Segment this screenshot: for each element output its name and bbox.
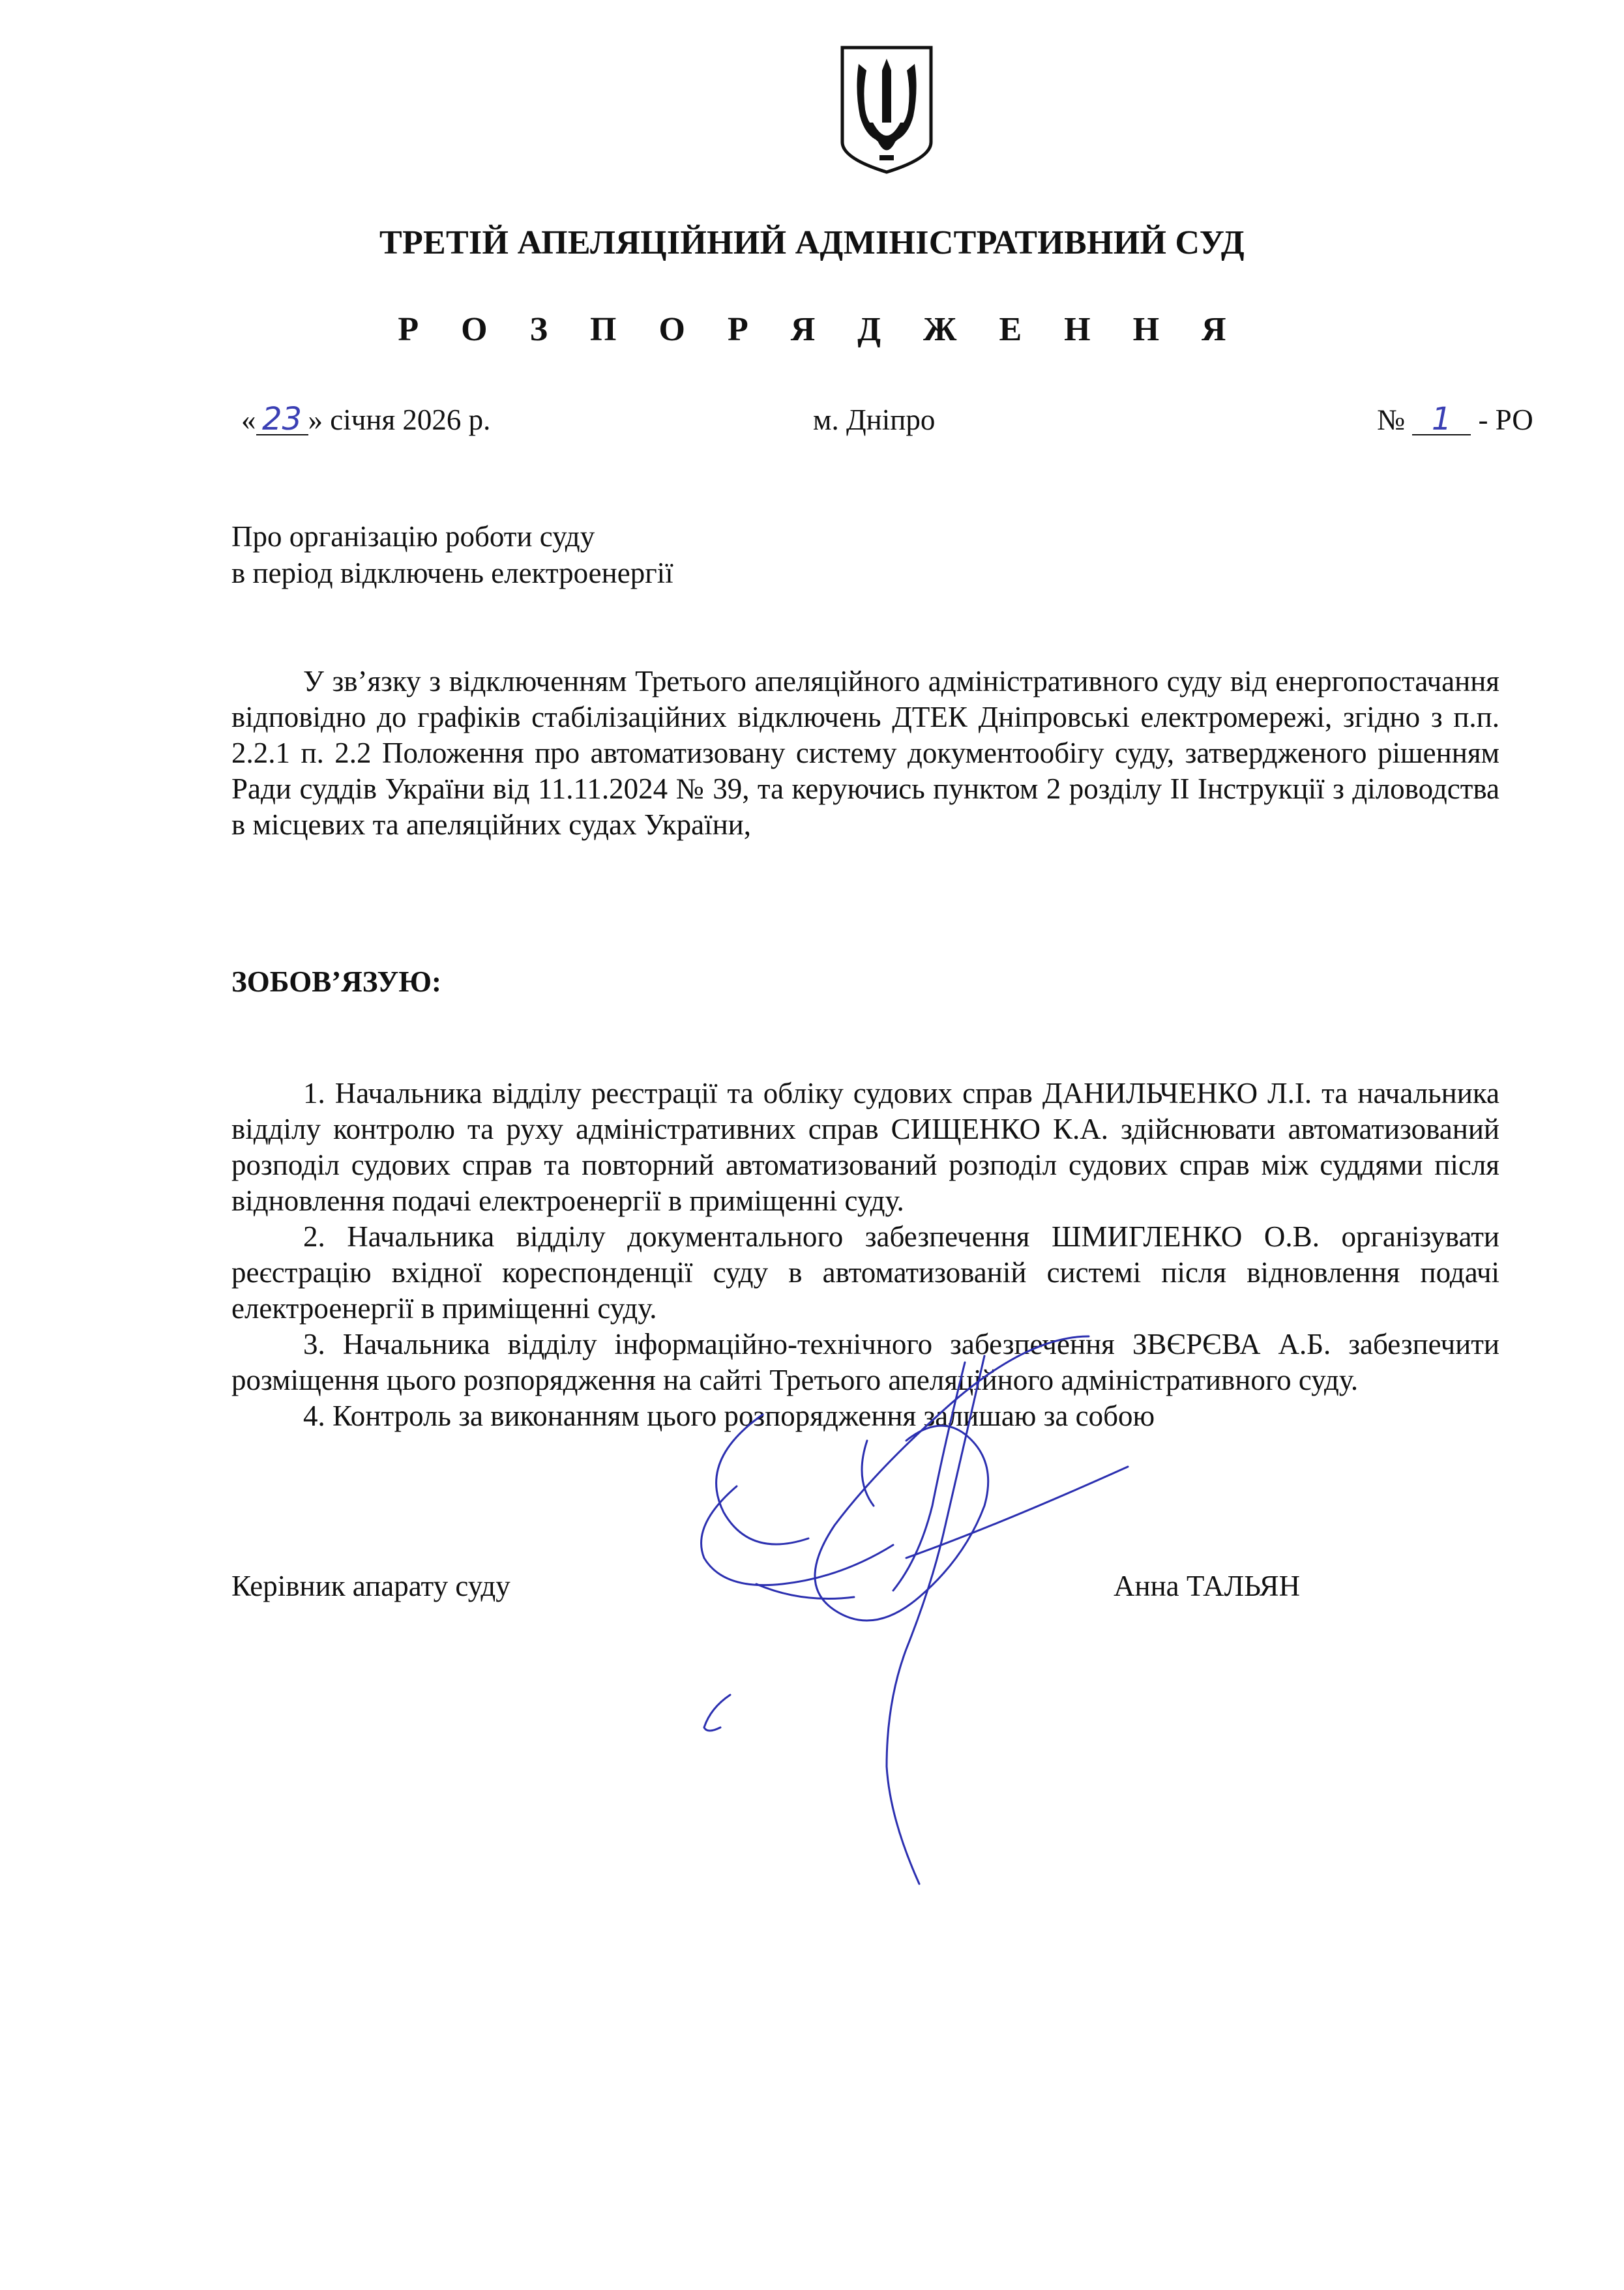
order-item-1: 1. Начальника відділу реєстрації та обліку судових справ ДАНИЛЬЧЕНКО Л.І. та начальника відділу контролю та руху адміністративних справ СИЩЕНКО К.А. здійснювати автоматизований розподіл судових справ та повторний автоматизований розподіл судових справ між суддями після відновлення подачі електроенергії в приміщенні суду. xyxy=(231,1077,1499,1217)
date-day-handwritten: 23 xyxy=(256,404,308,435)
handwritten-signature xyxy=(658,1310,1141,1890)
document-city: м. Дніпро xyxy=(813,404,936,436)
document-type-heading: Р О З П О Р Я Д Ж Е Н Н Я xyxy=(398,311,1243,348)
subject-line-2: в період відключень електроенергії xyxy=(231,557,673,589)
court-name: ТРЕТІЙ АПЕЛЯЦІЙНИЙ АДМІНІСТРАТИВНИЙ СУД xyxy=(379,224,1245,261)
number-handwritten: 1 xyxy=(1412,404,1471,435)
oblige-heading: ЗОБОВ’ЯЗУЮ: xyxy=(231,965,442,998)
subject-line-1: Про організацію роботи суду xyxy=(231,520,595,553)
preamble-paragraph: У зв’язку з відключенням Третього апеляційного адміністративного суду від енергопостачання відповідно до графіків стабілізаційних відключень ДТЕК Дніпровські електромережі, згідно з п.п. 2.2.1 п. 2.2 Положення про автоматизовану систему документообігу суду, затвердженого рішенням Ради суддів України від 11.11.2024 № 39, та керуючись пунктом 2 розділу ІІ Інструкції з діловодства в місцевих та апеляційних судах України, xyxy=(231,665,1499,841)
trident-coat-of-arms-icon xyxy=(839,44,934,175)
document-number xyxy=(1377,402,1533,438)
order-item-3: 3. Начальника відділу інформаційно-технічного забезпечення ЗВЄРЄВА А.Б. забезпечити розміщення цього розпорядження на сайті Третього апеляційного адміністративного суду. xyxy=(231,1328,1499,1396)
signatory-title: Керівник апарату суду xyxy=(231,1570,510,1602)
order-item-2: 2. Начальника відділу документального забезпечення ШМИГЛЕНКО О.В. організувати реєстрацію вхідної кореспонденції суду в автоматизованій системі після відновлення подачі електроенергії в приміщенні суду. xyxy=(231,1220,1499,1325)
date-month-year: » січня 2026 р. xyxy=(308,404,491,436)
number-prefix: № xyxy=(1377,404,1405,436)
document-date xyxy=(241,402,490,438)
date-open-quote: « xyxy=(241,404,256,436)
document-subject xyxy=(231,518,673,591)
order-item-4: 4. Контроль за виконанням цього розпорядження залишаю за собою xyxy=(303,1400,1155,1432)
number-suffix: - РО xyxy=(1478,404,1533,436)
signatory-name: Анна ТАЛЬЯН xyxy=(1114,1570,1301,1602)
